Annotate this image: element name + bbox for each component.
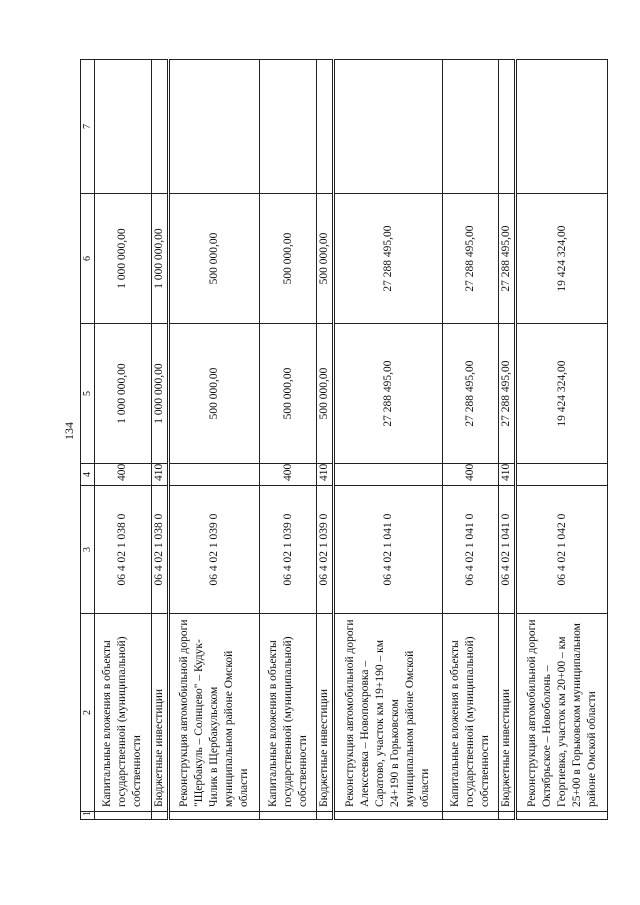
cell-c6: 27 288 495,00 (499, 194, 516, 324)
cell-c3: 06 4 02 1 041 0 (333, 486, 442, 614)
table-row (95, 60, 152, 820)
table-row (516, 60, 608, 820)
cell-c2: Реконструкция автомобильной дороги Алексеевка – Новопокровка – Саратово, участок км 19+190 – км 24+190 в Горьковском муниципальном районе Омской области (333, 614, 442, 812)
header-cell: 3 (81, 486, 95, 614)
cell-c5: 1 000 000,00 (95, 324, 152, 464)
header-cell: 1 (81, 812, 95, 820)
cell-c3: 06 4 02 1 041 0 (442, 486, 499, 614)
table-row (499, 60, 516, 820)
cell-c1 (516, 812, 608, 820)
table-row (168, 60, 260, 820)
cell-c7 (333, 60, 442, 194)
cell-c3: 06 4 02 1 038 0 (151, 486, 168, 614)
page-number: 134 (62, 422, 76, 440)
cell-c7 (151, 60, 168, 194)
table-row (316, 60, 333, 820)
cell-c5: 1 000 000,00 (151, 324, 168, 464)
cell-c6: 500 000,00 (316, 194, 333, 324)
cell-c2: Бюджетные инвестиции (316, 614, 333, 812)
cell-c3: 06 4 02 1 038 0 (95, 486, 152, 614)
cell-c4: 410 (151, 464, 168, 486)
cell-c1 (260, 812, 317, 820)
cell-c6: 27 288 495,00 (333, 194, 442, 324)
table-row (333, 60, 442, 820)
cell-c1 (168, 812, 260, 820)
cell-c1 (316, 812, 333, 820)
cell-c3: 06 4 02 1 041 0 (499, 486, 516, 614)
cell-c5: 19 424 324,00 (516, 324, 608, 464)
cell-c3: 06 4 02 1 039 0 (168, 486, 260, 614)
cell-c2: Реконструкция автомобильной дороги "Щербакуль – Солнцево" – Кудук-Чилик в Щербакульском муниципальном районе Омской области (168, 614, 260, 812)
cell-c4 (516, 464, 608, 486)
budget-table (80, 59, 608, 820)
table-row (442, 60, 499, 820)
cell-c4: 400 (95, 464, 152, 486)
header-cell: 4 (81, 464, 95, 486)
cell-c5: 500 000,00 (260, 324, 317, 464)
cell-c1 (95, 812, 152, 820)
cell-c6: 19 424 324,00 (516, 194, 608, 324)
cell-c7 (499, 60, 516, 194)
cell-c2: Капитальные вложения в объекты государственной (муниципальной) собственности (442, 614, 499, 812)
cell-c5: 27 288 495,00 (333, 324, 442, 464)
cell-c6: 500 000,00 (260, 194, 317, 324)
cell-c1 (333, 812, 442, 820)
rotated-table-container (80, 60, 608, 820)
cell-c5: 27 288 495,00 (442, 324, 499, 464)
cell-c1 (499, 812, 516, 820)
table-body (95, 60, 608, 820)
cell-c7 (516, 60, 608, 194)
cell-c7 (442, 60, 499, 194)
cell-c4: 410 (499, 464, 516, 486)
cell-c5: 27 288 495,00 (499, 324, 516, 464)
cell-c2: Капитальные вложения в объекты государственной (муниципальной) собственности (260, 614, 317, 812)
cell-c4: 410 (316, 464, 333, 486)
cell-c6: 1 000 000,00 (151, 194, 168, 324)
cell-c4 (168, 464, 260, 486)
cell-c1 (442, 812, 499, 820)
cell-c5: 500 000,00 (168, 324, 260, 464)
cell-c3: 06 4 02 1 039 0 (260, 486, 317, 614)
cell-c2: Капитальные вложения в объекты государственной (муниципальной) собственности (95, 614, 152, 812)
cell-c4: 400 (260, 464, 317, 486)
cell-c6: 500 000,00 (168, 194, 260, 324)
header-cell: 6 (81, 194, 95, 324)
header-row (81, 60, 95, 820)
cell-c7 (95, 60, 152, 194)
cell-c4: 400 (442, 464, 499, 486)
cell-c3: 06 4 02 1 039 0 (316, 486, 333, 614)
cell-c7 (168, 60, 260, 194)
table-row (260, 60, 317, 820)
table-row (151, 60, 168, 820)
cell-c4 (333, 464, 442, 486)
cell-c2: Реконструкция автомобильной дороги Октябрьское – Новоболонь – Георгиевка, участок км 20+00 – км 25+00 в Горьковском муниципальном районе Омской области (516, 614, 608, 812)
header-cell: 2 (81, 614, 95, 812)
cell-c6: 27 288 495,00 (442, 194, 499, 324)
cell-c6: 1 000 000,00 (95, 194, 152, 324)
header-cell: 5 (81, 324, 95, 464)
header-cell: 7 (81, 60, 95, 194)
cell-c1 (151, 812, 168, 820)
cell-c2: Бюджетные инвестиции (151, 614, 168, 812)
cell-c7 (316, 60, 333, 194)
cell-c3: 06 4 02 1 042 0 (516, 486, 608, 614)
cell-c5: 500 000,00 (316, 324, 333, 464)
cell-c2: Бюджетные инвестиции (499, 614, 516, 812)
cell-c7 (260, 60, 317, 194)
